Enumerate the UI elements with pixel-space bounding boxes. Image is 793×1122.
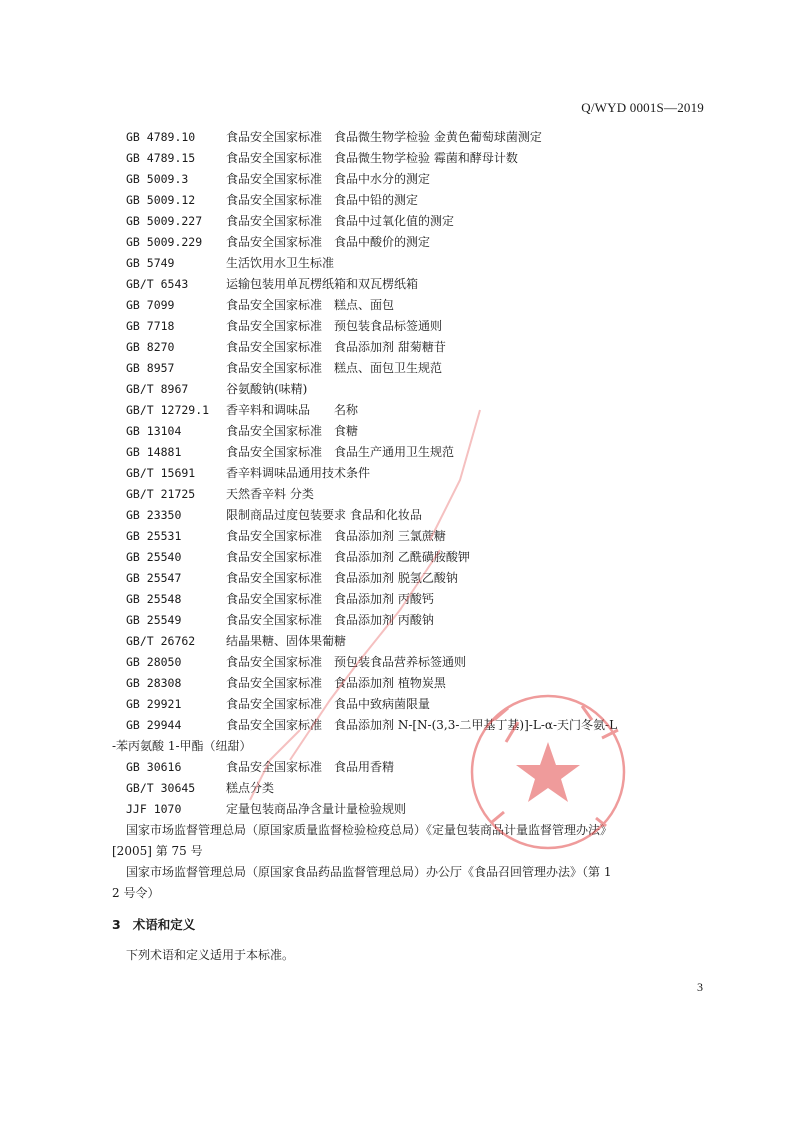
reference-row — [0, 337, 793, 358]
reference-code: GB 7099 — [126, 298, 175, 312]
reference-code: GB 8270 — [126, 340, 175, 354]
reference-paragraph-line: [2005] 第 75 号 — [112, 844, 203, 858]
reference-code: GB 28050 — [126, 655, 182, 669]
reference-row — [0, 169, 793, 190]
reference-row — [0, 484, 793, 505]
reference-code: GB 28308 — [126, 676, 182, 690]
reference-title: 谷氨酸钠(味精) — [226, 382, 308, 396]
reference-title: 生活饮用水卫生标准 — [226, 256, 335, 270]
reference-row — [0, 547, 793, 568]
reference-title: 食品安全国家标准 预包装食品营养标签通则 — [226, 655, 467, 669]
reference-row — [0, 442, 793, 463]
reference-row — [0, 379, 793, 400]
reference-title: 食品安全国家标准 食品添加剂 植物炭黑 — [226, 676, 446, 690]
reference-title: 限制商品过度包装要求 食品和化妆品 — [226, 508, 422, 522]
reference-title: 食品安全国家标准 食品中过氧化值的测定 — [226, 214, 455, 228]
reference-code: GB 5009.3 — [126, 172, 189, 186]
section-title: 术语和定义 — [132, 917, 196, 932]
reference-row — [0, 631, 793, 652]
reference-title: 食品安全国家标准 食品添加剂 脱氢乙酸钠 — [226, 571, 458, 585]
reference-row — [0, 463, 793, 484]
reference-row — [0, 190, 793, 211]
reference-title: 食品安全国家标准 食品中致病菌限量 — [226, 697, 431, 711]
reference-code: GB 7718 — [126, 319, 175, 333]
reference-row — [0, 736, 793, 757]
reference-code: GB 13104 — [126, 424, 182, 438]
reference-paragraph-line: 国家市场监督管理总局（原国家质量监督检验检疫总局）《定量包装商品计量监督管理办法》 — [126, 823, 613, 837]
reference-code: GB 4789.15 — [126, 151, 196, 165]
reference-paragraph-line: 国家市场监督管理总局（原国家食品药品监督管理总局）办公厅《食品召回管理办法》（第 1 — [126, 865, 612, 879]
reference-row — [0, 652, 793, 673]
reference-row — [0, 505, 793, 526]
reference-title: 糕点分类 — [226, 781, 275, 795]
reference-title: 食品安全国家标准 食品添加剂 乙酰磺胺酸钾 — [226, 550, 470, 564]
reference-title: 天然香辛料 分类 — [226, 487, 314, 501]
reference-title: 食品安全国家标准 预包装食品标签通则 — [226, 319, 443, 333]
reference-paragraph-line: 2 号令） — [112, 886, 160, 900]
reference-row — [0, 778, 793, 799]
reference-title: 食品安全国家标准 食品生产通用卫生规范 — [226, 445, 455, 459]
reference-code: GB 4789.10 — [126, 130, 196, 144]
reference-code: GB 14881 — [126, 445, 182, 459]
reference-code: GB 25540 — [126, 550, 182, 564]
reference-code: GB 5749 — [126, 256, 175, 270]
reference-row — [0, 274, 793, 295]
reference-title: 食品安全国家标准 糕点、面包卫生规范 — [226, 361, 443, 375]
reference-title: 食品安全国家标准 食品用香精 — [226, 760, 395, 774]
reference-title: 食品安全国家标准 食品添加剂 N-[N-(3,3-二甲基丁基)]-L-α-天门冬氨-L — [226, 718, 618, 732]
reference-code: GB/T 6543 — [126, 277, 189, 291]
reference-code: GB 29944 — [126, 718, 182, 732]
reference-title: 食品安全国家标准 食品添加剂 甜菊糖苷 — [226, 340, 446, 354]
reference-row — [0, 232, 793, 253]
reference-code: GB/T 21725 — [126, 487, 196, 501]
reference-title: 食品安全国家标准 食品中酸价的测定 — [226, 235, 431, 249]
reference-row — [0, 421, 793, 442]
reference-code: GB/T 30645 — [126, 781, 196, 795]
reference-code: GB/T 26762 — [126, 634, 196, 648]
reference-title: 定量包装商品净含量计量检验规则 — [226, 802, 407, 816]
reference-code: GB/T 12729.1 — [126, 403, 210, 417]
document-code: Q/WYD 0001S—2019 — [581, 100, 704, 115]
reference-title: 食品安全国家标准 食品添加剂 丙酸钙 — [226, 592, 434, 606]
reference-row — [0, 358, 793, 379]
reference-code: GB 25531 — [126, 529, 182, 543]
page-number: 3 — [697, 980, 703, 994]
reference-row — [0, 799, 793, 820]
reference-code: GB 25548 — [126, 592, 182, 606]
reference-code: GB 25549 — [126, 613, 182, 627]
reference-row — [0, 148, 793, 169]
reference-code: GB 30616 — [126, 760, 182, 774]
reference-code: GB 8957 — [126, 361, 175, 375]
section-heading — [112, 915, 195, 933]
reference-row — [0, 694, 793, 715]
reference-row — [0, 715, 793, 736]
reference-title: 食品安全国家标准 食品中铅的测定 — [226, 193, 419, 207]
normative-reference-list — [0, 127, 793, 820]
reference-code: GB 5009.229 — [126, 235, 203, 249]
reference-code: GB 5009.227 — [126, 214, 203, 228]
reference-title: 香辛料和调味品 名称 — [226, 403, 359, 417]
reference-row — [0, 610, 793, 631]
reference-title: 结晶果糖、固体果葡糖 — [226, 634, 347, 648]
reference-code: GB/T 15691 — [126, 466, 196, 480]
reference-title: 食品安全国家标准 食糖 — [226, 424, 359, 438]
reference-code: JJF 1070 — [126, 802, 182, 816]
reference-code: GB 29921 — [126, 697, 182, 711]
reference-row — [0, 316, 793, 337]
reference-row — [0, 127, 793, 148]
reference-title-continuation: -苯丙氨酸 1-甲酯（纽甜） — [112, 739, 252, 753]
reference-row — [0, 526, 793, 547]
reference-title: 香辛料调味品通用技术条件 — [226, 466, 371, 480]
reference-row — [0, 295, 793, 316]
reference-title: 食品安全国家标准 食品微生物学检验 霉菌和酵母计数 — [226, 151, 518, 165]
reference-title: 食品安全国家标准 食品添加剂 丙酸钠 — [226, 613, 434, 627]
reference-row — [0, 673, 793, 694]
reference-row — [0, 568, 793, 589]
reference-title: 运输包装用单瓦楞纸箱和双瓦楞纸箱 — [226, 277, 419, 291]
section-number: 3 — [112, 917, 121, 932]
reference-title: 食品安全国家标准 糕点、面包 — [226, 298, 395, 312]
reference-code: GB 23350 — [126, 508, 182, 522]
reference-title: 食品安全国家标准 食品添加剂 三氯蔗糖 — [226, 529, 446, 543]
reference-row — [0, 589, 793, 610]
reference-code: GB 5009.12 — [126, 193, 196, 207]
reference-row — [0, 400, 793, 421]
reference-code: GB 25547 — [126, 571, 182, 585]
reference-row — [0, 211, 793, 232]
reference-row — [0, 757, 793, 778]
reference-title: 食品安全国家标准 食品微生物学检验 金黄色葡萄球菌测定 — [226, 130, 542, 144]
reference-code: GB/T 8967 — [126, 382, 189, 396]
reference-row — [0, 253, 793, 274]
body-text: 下列术语和定义适用于本标准。 — [126, 948, 295, 962]
reference-title: 食品安全国家标准 食品中水分的测定 — [226, 172, 431, 186]
